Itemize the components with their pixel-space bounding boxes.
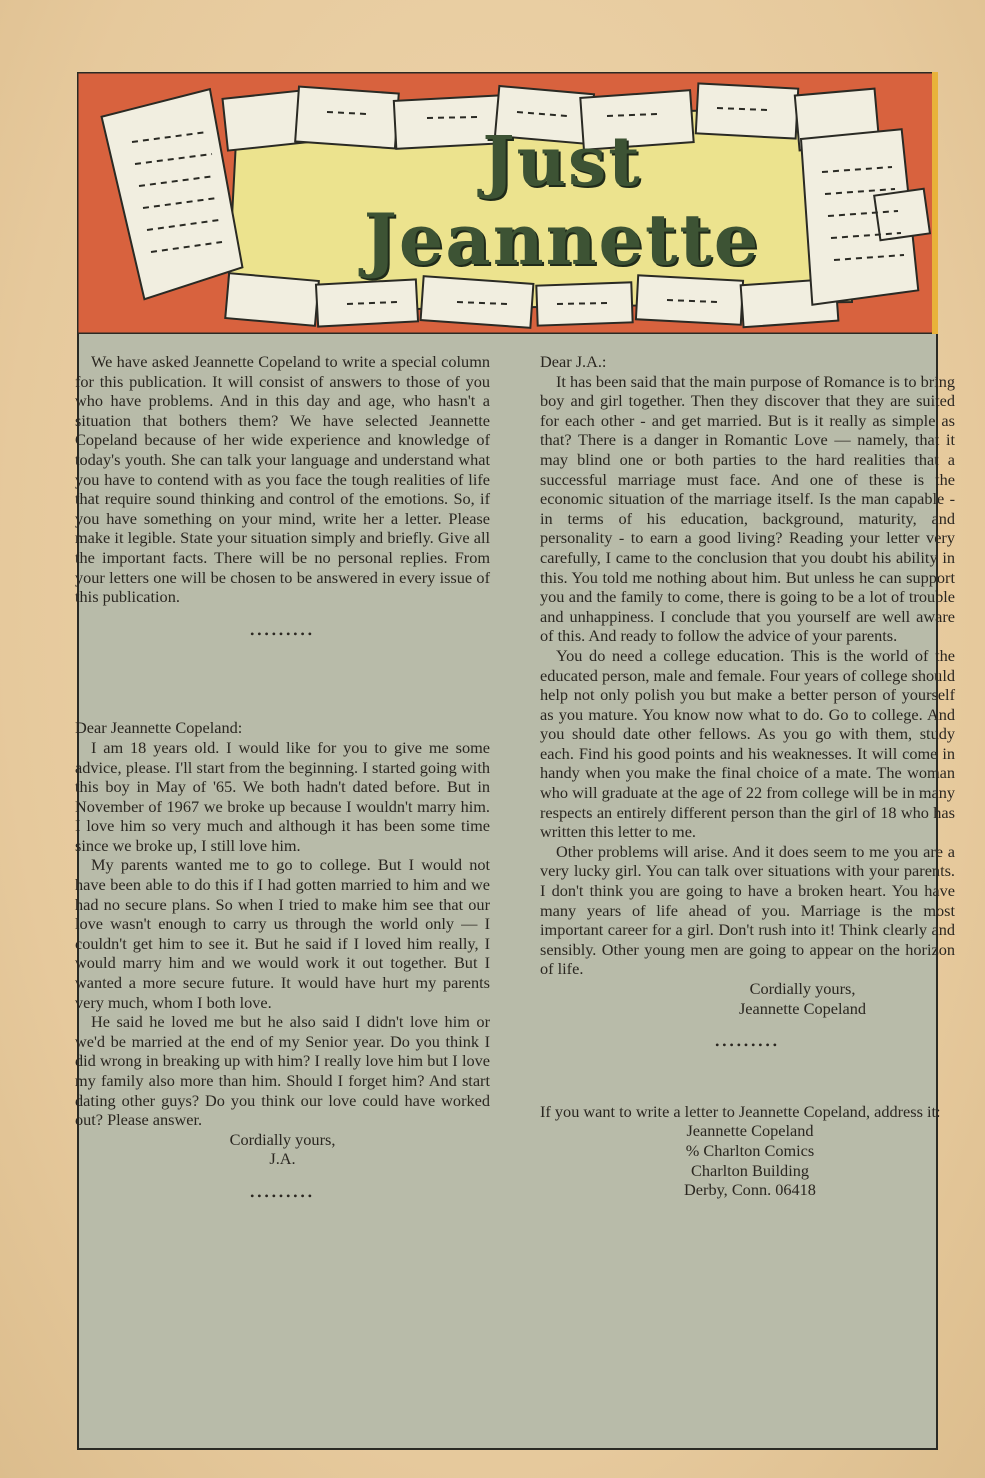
intro-paragraph: We have asked Jeannette Copeland to write a special column for this publication. It will consist of answers to those of you who have problems. And in this day and age, who hasn't a situation that bothers them? We have selected Jeannette Copeland because of her wide experience and knowledge of today's youth. She can talk your language and understand what you have to contend with as you face the tough realities of life that require sound thinking and control of the emotions. So, if you have something on your mind, write her a letter. Please make it legible. State your situation simply and briefly. Give all the important facts. There will be no personal replies. From your letters one will be chosen to be answered in every issue of this publication. xyxy=(75,352,490,607)
reply-paragraph: It has been said that the main purpose of Romance is to bring boy and girl together. Then they discover that they are suited for each other - and get married. But is it really as simple as that? There is a danger in Romantic Love — namely, that it may blind one or both parties to the hard realities that a successful marriage must face. And one of these is the economic situation of the marriage itself. Is the man capable - in terms of his education, background, maturity, and personality - to earn a good living? Reading your letter very carefully, I came to the conclusion that you doubt his ability in this. You told me nothing about him. But unless he can support you and the family to come, there is going to be a lot of trouble and unhappiness. I conclude that you yourself are well aware of this. And ready to follow the advice of your parents. xyxy=(540,371,955,646)
address-line: % Charlton Comics xyxy=(685,1140,815,1160)
address-line: Derby, Conn. 06418 xyxy=(684,1180,816,1200)
left-column xyxy=(75,352,490,1225)
reply-closing: Cordially yours, xyxy=(749,979,856,998)
letter-salutation: Dear Jeannette Copeland: xyxy=(75,718,243,738)
reply-salutation: Dear J.A.: xyxy=(540,352,607,371)
letter-paragraph: My parents wanted me to go to college. But I would not have been able to do this if I had gotten married to him and we had no secure plans. So when I tried to make him see that our love wasn't enough to carry us through the world only — I couldn't get him to see it. But he said if I loved him really, I would marry him and we would work it out together. But I wanted a more secure future. It would have hurt my parents very much, whom I both love. xyxy=(75,855,490,1012)
banner-title-line1: Just xyxy=(482,122,642,202)
divider: ••••••••• xyxy=(250,626,315,641)
right-column xyxy=(540,352,955,1200)
mailing-address xyxy=(540,1121,955,1199)
letter-closing: Cordially yours, xyxy=(229,1129,336,1149)
divider: ••••••••• xyxy=(250,1188,315,1203)
divider: ••••••••• xyxy=(715,1038,780,1053)
letter-signature: J.A. xyxy=(269,1149,296,1169)
address-line: Jeannette Copeland xyxy=(686,1121,814,1141)
title-banner xyxy=(77,72,938,334)
reply-paragraph: You do need a college education. This is the world of the educated person, male and female. Four years of college should help not only polish you but make a better person of yourself as you mature. You know now what to do. Go to college. And you should date other fellows. As you go with them, study each. Find his good points and his weaknesses. It will come in handy when you make the final choice of a mate. The woman who will graduate at the age of 22 from college will be in many respects an entirely different person than the girl of 18 who has written this letter to me. xyxy=(540,645,955,842)
address-line: Charlton Building xyxy=(690,1160,810,1180)
letter-paragraph: I am 18 years old. I would like for you to give me some advice, please. I'll start from the beginning. I started going with this boy in May of '65. We both hadn't dated before. But in November of 1967 we broke up because I wouldn't marry him. I love him so very much and although it has been some time since we broke up, I still love him. xyxy=(75,737,490,855)
address-intro: If you want to write a letter to Jeannette Copeland, address it: xyxy=(540,1101,941,1121)
letter-paragraph: He said he loved me but he also said I didn't love him or we'd be married at the end of my Senior year. Do you think I did wrong in breaking up with him? I really love him but I love my family also more than him. Should I forget him? And start dating other guys? Do you think our love could have worked out? Please answer. xyxy=(75,1012,490,1130)
reply-signature: Jeannette Copeland xyxy=(738,998,867,1018)
reply-paragraph: Other problems will arise. And it does seem to me you are a very lucky girl. You can talk over situations with your parents. I don't think you are going to have a broken heart. You have many years of life ahead of you. Marriage is the most important career for a girl. Don't rush into it! Think clearly and sensibly. Other young men are going to appear on the horizon of life. xyxy=(540,841,955,979)
banner-title-line2: Jeannette xyxy=(363,198,761,281)
